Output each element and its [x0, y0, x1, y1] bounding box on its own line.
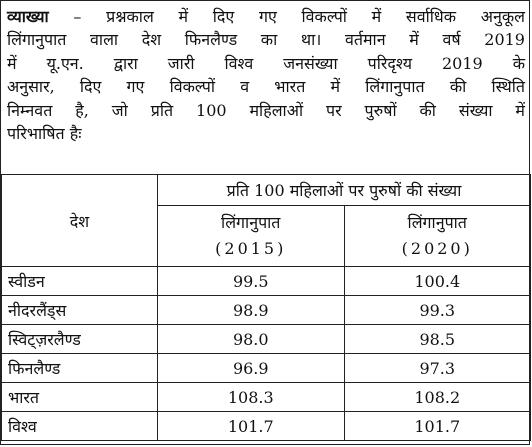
table-row [2, 354, 531, 383]
sex-ratio-table [1, 174, 531, 441]
paragraph-line: में यू.एन. द्वारा जारी विश्व जनसंख्या परिदृश्य 2019 के [7, 53, 525, 73]
country-cell: स्वीडन [2, 267, 158, 296]
country-cell: स्विट्ज़रलैण्ड [2, 325, 158, 354]
paragraph-line: अनुसार, दिए गए विकल्पों व भारत में लिंगानुपात की स्थिति [7, 77, 525, 97]
value-2015-cell: 98.0 [158, 325, 345, 354]
paragraph-line: लिंगानुपात वाला देश फिनलैण्ड का था। वर्तमान में वर्ष 2019 [7, 30, 525, 50]
sex-ratio-header: प्रति 100 महिलाओं पर पुरुषों की संख्या [158, 175, 531, 206]
country-cell: फिनलैण्ड [2, 354, 158, 383]
value-2015-cell: 101.7 [158, 412, 345, 441]
table-row [2, 325, 531, 354]
col-2020-year: (2020) [401, 239, 473, 258]
value-2015-cell: 108.3 [158, 383, 345, 412]
value-2020-cell: 101.7 [344, 412, 531, 441]
paragraph-line: परिभाषित हैः [7, 124, 82, 144]
col-2015-header [158, 206, 345, 267]
value-2020-cell: 99.3 [344, 296, 531, 325]
table-header-row [2, 175, 531, 206]
paragraph-line: व्याख्या – प्रश्नकाल में दिए गए विकल्पों में सर्वाधिक अनुकूल [7, 7, 525, 26]
table-row [2, 267, 531, 296]
paragraph-line: निम्नवत है, जो प्रति 100 महिलाओं पर पुरुषों की संख्या में [7, 100, 525, 120]
col-2020-header [344, 206, 531, 267]
country-cell: नीदरलैंड्स [2, 296, 158, 325]
col-2015-year: (2015) [215, 239, 287, 258]
value-2020-cell: 97.3 [344, 354, 531, 383]
value-2015-cell: 96.9 [158, 354, 345, 383]
country-cell: भारत [2, 383, 158, 412]
table-row [2, 383, 531, 412]
value-2020-cell: 108.2 [344, 383, 531, 412]
value-2015-cell: 99.5 [158, 267, 345, 296]
explanation-label: व्याख्या [7, 7, 49, 26]
col-2020-title: लिंगानुपात [407, 213, 467, 232]
country-header: देश [2, 175, 158, 267]
country-cell: विश्व [2, 412, 158, 441]
value-2020-cell: 98.5 [344, 325, 531, 354]
explanation-paragraph [7, 5, 525, 145]
value-2020-cell: 100.4 [344, 267, 531, 296]
col-2015-title: लिंगानुपात [221, 213, 281, 232]
table-row [2, 412, 531, 441]
table-row [2, 296, 531, 325]
value-2015-cell: 98.9 [158, 296, 345, 325]
